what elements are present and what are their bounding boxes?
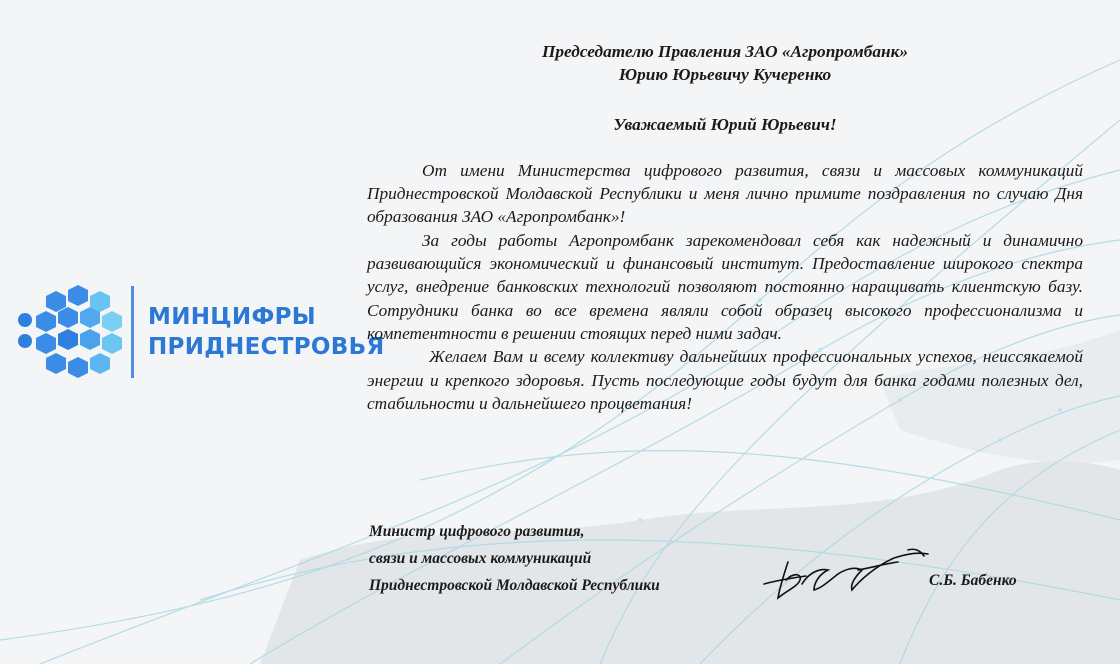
logo-divider (131, 286, 134, 378)
addressee (367, 40, 1083, 87)
letter-body (367, 40, 1083, 415)
logo-text-line1: МИНЦИФРЫ (148, 304, 316, 330)
signatory-title-line: связи и массовых коммуникаций (369, 550, 592, 567)
signatory-title-line: Министр цифрового развития, (369, 523, 585, 540)
letter-paragraph: Желаем Вам и всему коллективу дальнейших профессиональных успехов, неиссякаемой энергии и крепкого здоровья. Пусть последующие годы будут для банка годами полезных дел, стабильности и дальнейшего процветания! (367, 347, 1083, 413)
greeting: Уважаемый Юрий Юрьевич! (613, 114, 837, 134)
signatory-title-line: Приднестровской Молдавской Республики (369, 577, 660, 594)
addressee-line: Председателю Правления ЗАО «Агропромбанк» (541, 42, 909, 61)
signer-name: С.Б. Бабенко (929, 572, 1017, 589)
handwritten-signature (758, 540, 938, 612)
logo-text-line2: ПРИДНЕСТРОВЬЯ (148, 334, 385, 360)
addressee-line: Юрию Юрьевичу Кучеренко (618, 65, 832, 85)
minsifry-logo-emblem (10, 278, 370, 388)
letter-paragraph: От имени Министерства цифрового развития, связи и массовых коммуникаций Приднестровской Молдавской Республики и меня лично примите поздравления по случаю Дня образования ЗАО «Агропромбанк»! (367, 160, 1083, 227)
letter-paragraph: За годы работы Агропромбанк зарекомендовал себя как надежный и динамично развивающийся экономический и финансовый институт. Предоставление широкого спектра услуг, внедрение банковских технологий позволяют постоянно наращивать клиентскую базу. Сотрудники банка во все времена являли собой образец высокого профессионализма и компетентности в решении стоящих перед ними задач. (367, 230, 1083, 343)
signatory-title (369, 518, 660, 599)
